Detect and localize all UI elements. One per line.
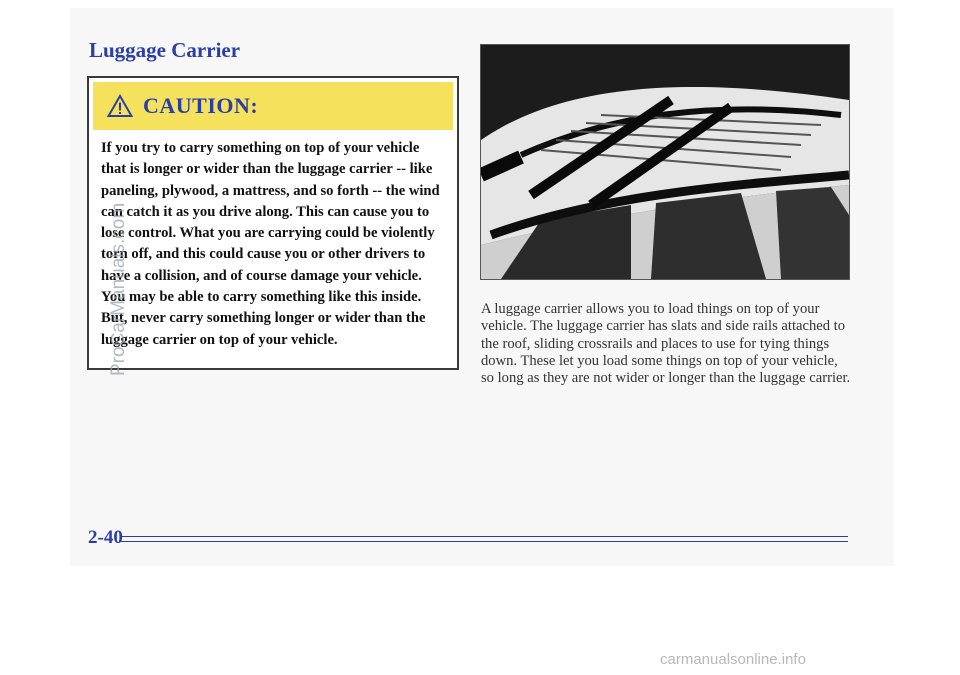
roof-rack-illustration (481, 45, 849, 279)
footer-watermark: carmanualsonline.info (660, 651, 806, 668)
caution-box (87, 76, 459, 370)
warning-triangle-icon (107, 94, 133, 118)
caution-banner (93, 82, 453, 130)
body-paragraph: A luggage carrier allows you to load things on top of your vehicle. The luggage carrier has slats and side rails attached to the roof, sliding crossrails and places to use for tying things down. These let you load some things on top of your vehicle, so long as they are not wider or longer than the luggage carrier. (481, 301, 851, 387)
footer-rule (121, 536, 848, 542)
section-title: Luggage Carrier (89, 38, 241, 62)
caution-text: If you try to carry something on top of your vehicle that is longer or wider than the luggage carrier -- like paneling, plywood, a mattress, and so forth -- the wind can catch it as you drive along. This can cause you to lose control. What you are carrying could be violently torn off, and this could cause you or other drivers to have a collision, and of course damage your vehicle. You may be able to carry something like this inside. But, never carry something longer or wider than the luggage carrier on top of your vehicle. (101, 140, 440, 348)
page-number: 2-40 (88, 527, 123, 548)
caution-label: CAUTION: (143, 93, 259, 118)
side-watermark: ProCarManuals.com (108, 202, 129, 376)
luggage-carrier-photo (480, 44, 850, 280)
